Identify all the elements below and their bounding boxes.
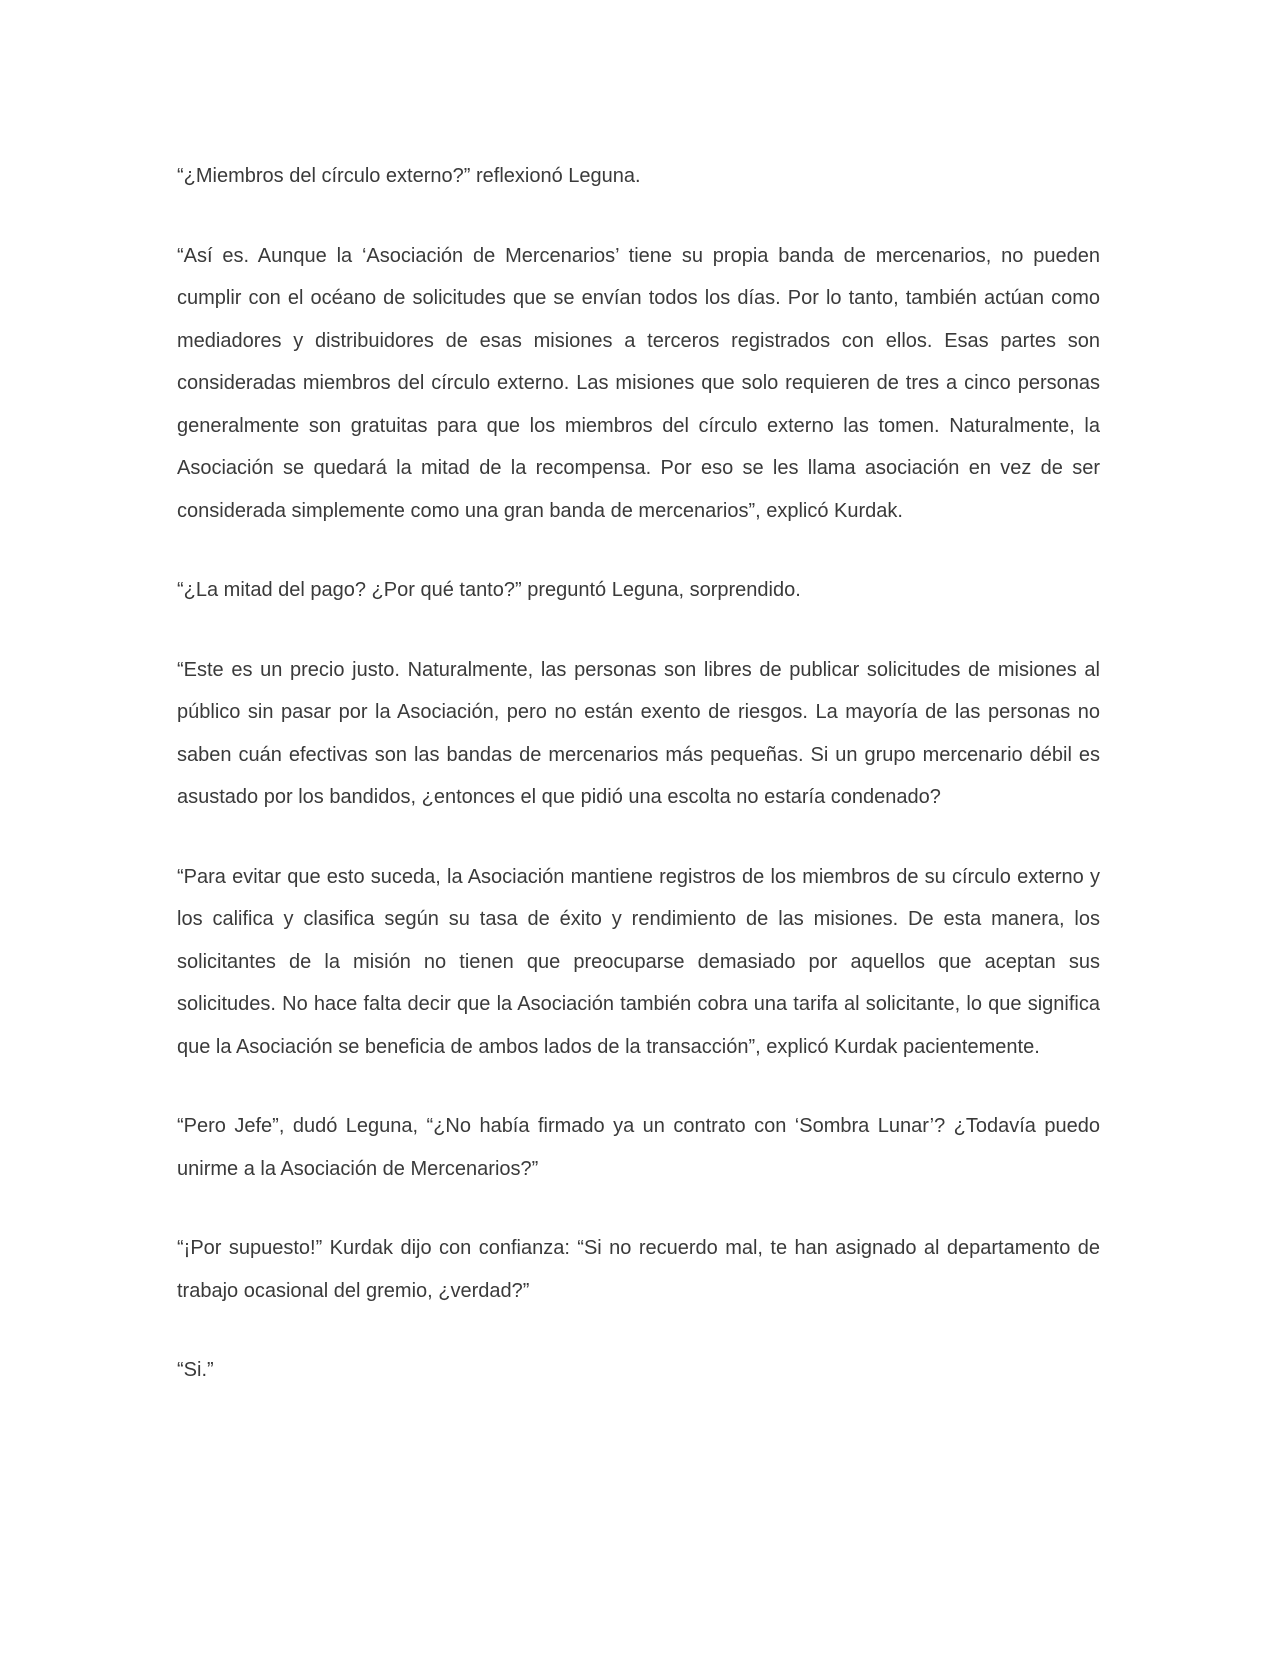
paragraph-1: “¿Miembros del círculo externo?” reflexionó Leguna. <box>177 165 641 187</box>
paragraph-4: “Este es un precio justo. Naturalmente, las personas son libres de publicar solicitudes de misiones al público sin pasar por la Asociación, pero no están exento de riesgos. La mayoría de las personas no saben cuán efectivas son las bandas de mercenarios más pequeñas. Si un grupo mercenario débil es asustado por los bandidos, ¿entonces el que pidió una escolta no estaría condenado? <box>177 658 1100 808</box>
paragraph-5: “Para evitar que esto suceda, la Asociación mantiene registros de los miembros de su círculo externo y los califica y clasifica según su tasa de éxito y rendimiento de las misiones. De esta manera, los solicitantes de la misión no tienen que preocuparse demasiado por aquellos que aceptan sus solicitudes. No hace falta decir que la Asociación también cobra una tarifa al solicitante, lo que significa que la Asociación se beneficia de ambos lados de la transacción”, explicó Kurdak pacientemente. <box>177 865 1100 1058</box>
paragraph-7: “¡Por supuesto!” Kurdak dijo con confianza: “Si no recuerdo mal, te han asignado al departamento de trabajo ocasional del gremio, ¿verdad?” <box>177 1237 1100 1302</box>
paragraph-2: “Así es. Aunque la ‘Asociación de Mercenarios’ tiene su propia banda de mercenarios, no pueden cumplir con el océano de solicitudes que se envían todos los días. Por lo tanto, también actúan como mediadores y distribuidores de esas misiones a terceros registrados con ellos. Esas partes son consideradas miembros del círculo externo. Las misiones que solo requieren de tres a cinco personas generalmente son gratuitas para que los miembros del círculo externo las tomen. Naturalmente, la Asociación se quedará la mitad de la recompensa. Por eso se les llama asociación en vez de ser considerada simplemente como una gran banda de mercenarios”, explicó Kurdak. <box>177 244 1100 522</box>
document-body <box>177 155 1100 1429</box>
paragraph-6: “Pero Jefe”, dudó Leguna, “¿No había firmado ya un contrato con ‘Sombra Lunar’? ¿Todavía puedo unirme a la Asociación de Mercenarios?” <box>177 1115 1100 1180</box>
paragraph-8: “Si.” <box>177 1359 214 1381</box>
paragraph-3: “¿La mitad del pago? ¿Por qué tanto?” preguntó Leguna, sorprendido. <box>177 579 801 601</box>
